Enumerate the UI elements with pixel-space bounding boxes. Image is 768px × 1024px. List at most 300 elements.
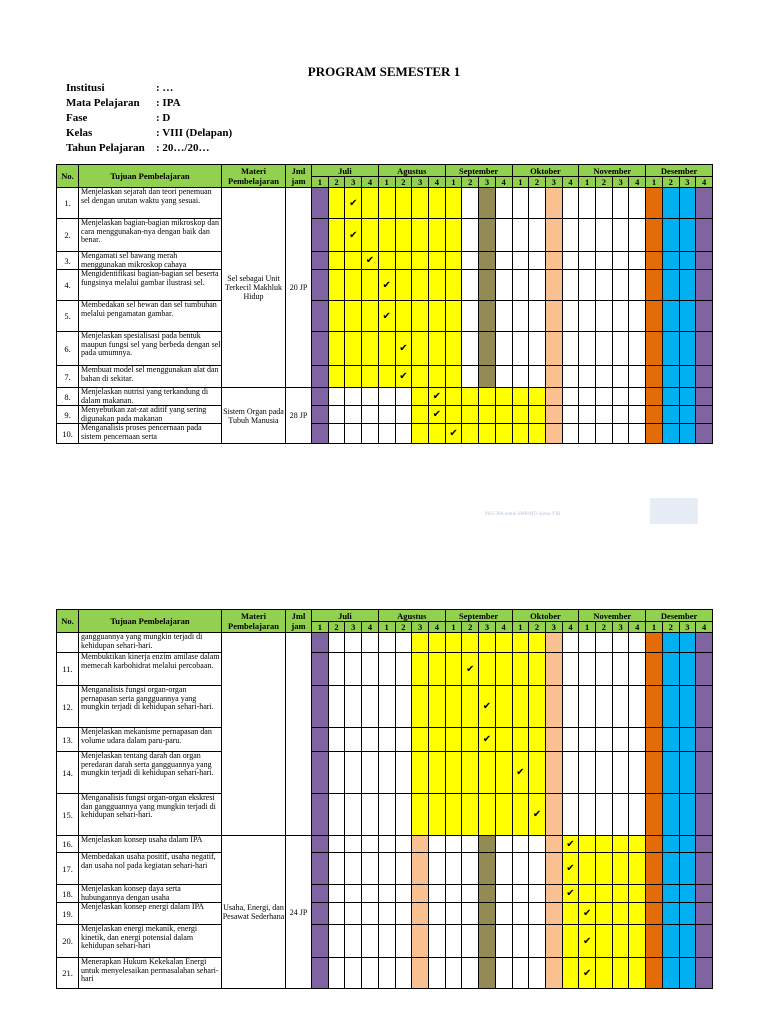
week-cell xyxy=(495,188,512,219)
week-cell xyxy=(378,958,395,989)
week-cell xyxy=(428,686,445,728)
info-value: : IPA xyxy=(156,97,181,109)
week-cell xyxy=(646,424,663,444)
week-cell xyxy=(445,728,462,752)
footer-text: PKG IPA untuk SMP/MTs Kelas VIII xyxy=(485,512,561,517)
week-cell xyxy=(679,853,696,885)
materi-pembelajaran xyxy=(222,633,286,836)
week-cell xyxy=(412,332,429,366)
table-row xyxy=(57,633,713,653)
week-header: 3 xyxy=(345,622,362,633)
week-cell xyxy=(479,270,496,301)
week-cell xyxy=(512,958,529,989)
week-cell xyxy=(646,406,663,424)
week-cell xyxy=(512,903,529,925)
table-row xyxy=(57,728,713,752)
week-cell xyxy=(428,885,445,903)
week-cell xyxy=(378,836,395,853)
week-check-mark: ✔ xyxy=(579,958,596,989)
week-cell xyxy=(562,925,579,958)
week-cell xyxy=(646,853,663,885)
week-cell xyxy=(479,903,496,925)
week-cell xyxy=(395,388,412,406)
week-cell xyxy=(562,903,579,925)
week-cell xyxy=(696,252,713,270)
week-cell xyxy=(328,853,345,885)
week-cell xyxy=(512,332,529,366)
week-cell xyxy=(428,752,445,794)
header-materi: Materi Pembelajaran xyxy=(222,610,286,633)
week-cell xyxy=(312,653,329,686)
week-cell xyxy=(562,388,579,406)
week-cell xyxy=(312,958,329,989)
week-cell xyxy=(328,752,345,794)
week-header: 2 xyxy=(395,622,412,633)
week-cell xyxy=(629,686,646,728)
week-cell xyxy=(345,424,362,444)
week-cell xyxy=(378,794,395,836)
tujuan-pembelajaran: Menjelaskan spesialisasi pada bentuk maupun fungsi sel yang berbeda dengan sel pada umumnya. xyxy=(79,332,222,366)
week-cell xyxy=(612,188,629,219)
week-cell xyxy=(428,366,445,388)
week-cell xyxy=(378,925,395,958)
table-row xyxy=(57,885,713,903)
week-cell xyxy=(479,925,496,958)
week-cell xyxy=(529,332,546,366)
table-row xyxy=(57,653,713,686)
week-cell xyxy=(479,188,496,219)
week-cell xyxy=(646,188,663,219)
row-number: 4. xyxy=(57,270,79,301)
week-cell xyxy=(479,406,496,424)
week-cell xyxy=(529,752,546,794)
week-cell xyxy=(428,332,445,366)
row-number: 10. xyxy=(57,424,79,444)
week-cell xyxy=(462,252,479,270)
week-cell xyxy=(428,958,445,989)
week-header: 3 xyxy=(612,622,629,633)
week-cell xyxy=(646,388,663,406)
week-cell xyxy=(596,406,613,424)
week-cell xyxy=(362,424,379,444)
week-cell xyxy=(529,301,546,332)
week-header: 2 xyxy=(596,622,613,633)
week-cell xyxy=(395,728,412,752)
week-header: 3 xyxy=(679,622,696,633)
info-value: : 20…/20… xyxy=(156,142,210,154)
table-row xyxy=(57,925,713,958)
week-cell xyxy=(629,903,646,925)
week-cell xyxy=(562,219,579,252)
week-cell xyxy=(596,836,613,853)
week-cell xyxy=(579,406,596,424)
week-cell xyxy=(378,252,395,270)
week-header: 3 xyxy=(479,622,496,633)
week-cell xyxy=(412,406,429,424)
week-header: 4 xyxy=(495,177,512,188)
week-cell xyxy=(479,388,496,406)
tujuan-pembelajaran: Mengamati sel bawang merah menggunakan mikroskop cahaya xyxy=(79,252,222,270)
week-cell xyxy=(662,366,679,388)
table-row xyxy=(57,958,713,989)
week-cell xyxy=(495,252,512,270)
week-cell xyxy=(612,252,629,270)
week-cell xyxy=(462,794,479,836)
week-cell xyxy=(462,366,479,388)
week-header: 3 xyxy=(479,177,496,188)
week-cell xyxy=(395,958,412,989)
week-cell xyxy=(412,794,429,836)
week-cell xyxy=(596,885,613,903)
week-cell xyxy=(495,270,512,301)
week-cell xyxy=(412,885,429,903)
week-header: 1 xyxy=(512,622,529,633)
week-cell xyxy=(646,752,663,794)
week-cell xyxy=(362,853,379,885)
week-cell xyxy=(646,903,663,925)
semester-table-1 xyxy=(56,164,713,444)
week-cell xyxy=(378,653,395,686)
week-header: 2 xyxy=(529,622,546,633)
week-cell xyxy=(312,752,329,794)
week-cell xyxy=(579,388,596,406)
week-check-mark: ✔ xyxy=(428,388,445,406)
week-header: 4 xyxy=(428,622,445,633)
week-cell xyxy=(445,958,462,989)
week-cell xyxy=(596,653,613,686)
week-cell xyxy=(428,219,445,252)
week-cell xyxy=(462,301,479,332)
week-cell xyxy=(495,388,512,406)
document-title: PROGRAM SEMESTER 1 xyxy=(307,64,461,79)
tujuan-pembelajaran: Membuktikan kinerja enzim amilase dalam memecah karbohidrat melalui percobaan. xyxy=(79,653,222,686)
week-header: 3 xyxy=(412,622,429,633)
table-row xyxy=(57,388,713,406)
week-cell xyxy=(512,424,529,444)
week-cell xyxy=(579,836,596,853)
row-number: 5. xyxy=(57,301,79,332)
info-row xyxy=(66,126,232,141)
week-cell xyxy=(562,633,579,653)
tujuan-pembelajaran: Menjelaskan sejarah dan teori penemuan sel dengan urutan waktu yang sesuai. xyxy=(79,188,222,219)
week-cell xyxy=(696,188,713,219)
week-cell xyxy=(562,653,579,686)
week-cell xyxy=(462,752,479,794)
week-cell xyxy=(445,633,462,653)
week-cell xyxy=(562,188,579,219)
week-cell xyxy=(662,252,679,270)
week-cell xyxy=(529,728,546,752)
week-cell xyxy=(512,686,529,728)
week-cell xyxy=(378,633,395,653)
week-header: 4 xyxy=(696,622,713,633)
week-cell xyxy=(345,925,362,958)
week-cell xyxy=(412,925,429,958)
week-cell xyxy=(479,366,496,388)
tujuan-pembelajaran: Menjelaskan nutrisi yang terkandung di dalam makanan. xyxy=(79,388,222,406)
week-cell xyxy=(662,332,679,366)
week-cell xyxy=(395,903,412,925)
week-cell xyxy=(412,728,429,752)
week-cell xyxy=(445,270,462,301)
week-cell xyxy=(529,686,546,728)
week-check-mark: ✔ xyxy=(395,366,412,388)
table-row xyxy=(57,406,713,424)
week-cell xyxy=(579,424,596,444)
week-header: 4 xyxy=(562,177,579,188)
week-cell xyxy=(412,903,429,925)
week-cell xyxy=(462,853,479,885)
info-row xyxy=(66,96,232,111)
week-cell xyxy=(545,388,562,406)
week-cell xyxy=(562,406,579,424)
week-cell xyxy=(612,633,629,653)
week-cell xyxy=(646,301,663,332)
week-cell xyxy=(629,270,646,301)
week-cell xyxy=(662,958,679,989)
table-row xyxy=(57,188,713,219)
week-header: 2 xyxy=(395,177,412,188)
week-cell xyxy=(679,366,696,388)
week-header: 4 xyxy=(562,622,579,633)
week-cell xyxy=(646,958,663,989)
week-cell xyxy=(596,728,613,752)
week-header: 2 xyxy=(328,622,345,633)
week-cell xyxy=(579,728,596,752)
week-cell xyxy=(345,794,362,836)
week-cell xyxy=(545,885,562,903)
week-cell xyxy=(428,728,445,752)
week-cell xyxy=(345,301,362,332)
week-cell xyxy=(312,903,329,925)
tujuan-pembelajaran: Menganalisis fungsi organ-organ pernapasan serta gangguannya yang mungkin terjadi di kehidupan sehari-hari. xyxy=(79,686,222,728)
tujuan-pembelajaran: Menerapkan Hukum Kekekalan Energi untuk menyelesaikan permasalahan sehari-hari xyxy=(79,958,222,989)
week-cell xyxy=(612,752,629,794)
week-cell xyxy=(646,794,663,836)
week-cell xyxy=(646,219,663,252)
week-cell xyxy=(696,366,713,388)
tujuan-pembelajaran: Menjelaskan tentang darah dan organ peredaran darah serta gangguannya yang mungkin terjadi di kehidupan sehari-hari. xyxy=(79,752,222,794)
week-cell xyxy=(562,252,579,270)
week-cell xyxy=(412,836,429,853)
week-cell xyxy=(679,885,696,903)
week-cell xyxy=(462,836,479,853)
week-cell xyxy=(662,270,679,301)
week-header: 1 xyxy=(445,622,462,633)
week-cell xyxy=(612,406,629,424)
week-cell xyxy=(445,366,462,388)
week-cell xyxy=(428,424,445,444)
week-cell xyxy=(312,270,329,301)
row-number: 7. xyxy=(57,366,79,388)
week-cell xyxy=(646,252,663,270)
tujuan-pembelajaran: Membedakan usaha positif, usaha negatif, dan usaha nol pada kegiatan sehari-hari xyxy=(79,853,222,885)
week-cell xyxy=(378,219,395,252)
week-cell xyxy=(428,836,445,853)
week-cell xyxy=(612,332,629,366)
week-cell xyxy=(395,836,412,853)
week-header: 1 xyxy=(378,622,395,633)
week-cell xyxy=(562,366,579,388)
week-cell xyxy=(312,424,329,444)
week-cell xyxy=(412,424,429,444)
week-cell xyxy=(629,958,646,989)
header-jml: Jml jam xyxy=(286,165,312,188)
week-cell xyxy=(328,925,345,958)
week-cell xyxy=(662,836,679,853)
week-cell xyxy=(529,853,546,885)
week-cell xyxy=(646,332,663,366)
week-cell xyxy=(596,903,613,925)
week-cell xyxy=(529,219,546,252)
week-cell xyxy=(428,853,445,885)
week-cell xyxy=(462,270,479,301)
week-cell xyxy=(428,794,445,836)
week-cell xyxy=(378,885,395,903)
week-cell xyxy=(462,728,479,752)
identity-block xyxy=(66,81,232,156)
week-cell xyxy=(662,853,679,885)
week-cell xyxy=(529,188,546,219)
week-cell xyxy=(629,188,646,219)
week-header: 2 xyxy=(662,177,679,188)
row-number: 14. xyxy=(57,752,79,794)
week-cell xyxy=(412,686,429,728)
week-cell xyxy=(378,752,395,794)
week-cell xyxy=(529,633,546,653)
tujuan-pembelajaran: gangguannya yang mungkin terjadi di kehidupan sehari-hari. xyxy=(79,633,222,653)
week-cell xyxy=(412,633,429,653)
week-check-mark: ✔ xyxy=(428,406,445,424)
month-header: September xyxy=(445,610,512,622)
week-check-mark: ✔ xyxy=(462,653,479,686)
week-cell xyxy=(612,794,629,836)
week-cell xyxy=(479,633,496,653)
week-check-mark: ✔ xyxy=(345,188,362,219)
row-number: 3. xyxy=(57,252,79,270)
week-cell xyxy=(479,219,496,252)
info-value: : … xyxy=(156,82,174,94)
week-cell xyxy=(495,903,512,925)
week-cell xyxy=(428,301,445,332)
week-cell xyxy=(512,301,529,332)
week-cell xyxy=(529,653,546,686)
week-cell xyxy=(512,219,529,252)
week-cell xyxy=(328,653,345,686)
table-row xyxy=(57,424,713,444)
week-cell xyxy=(328,270,345,301)
week-cell xyxy=(362,388,379,406)
week-cell xyxy=(629,424,646,444)
week-cell xyxy=(378,853,395,885)
week-cell xyxy=(596,388,613,406)
week-cell xyxy=(378,686,395,728)
week-cell xyxy=(395,219,412,252)
tujuan-pembelajaran: Menjelaskan energi mekanik, energi kinetik, dan energi potensial dalam kehidupan sehari-hari xyxy=(79,925,222,958)
header-no: No. xyxy=(57,610,79,633)
week-header: 1 xyxy=(579,622,596,633)
week-cell xyxy=(479,836,496,853)
week-cell xyxy=(312,219,329,252)
week-cell xyxy=(545,332,562,366)
week-cell xyxy=(629,388,646,406)
row-number: 1. xyxy=(57,188,79,219)
week-cell xyxy=(545,728,562,752)
week-header: 4 xyxy=(629,177,646,188)
week-cell xyxy=(579,653,596,686)
week-cell xyxy=(312,885,329,903)
week-cell xyxy=(629,752,646,794)
table-row xyxy=(57,686,713,728)
week-cell xyxy=(395,270,412,301)
semester-table-2 xyxy=(56,609,713,989)
tujuan-pembelajaran: Membuat model sel menggunakan alat dan bahan di sekitar. xyxy=(79,366,222,388)
week-cell xyxy=(545,686,562,728)
week-cell xyxy=(629,728,646,752)
week-cell xyxy=(345,752,362,794)
week-cell xyxy=(662,653,679,686)
week-cell xyxy=(479,424,496,444)
week-cell xyxy=(562,332,579,366)
jumlah-jam: 20 JP xyxy=(286,188,312,388)
week-cell xyxy=(512,388,529,406)
week-cell xyxy=(545,653,562,686)
week-cell xyxy=(512,794,529,836)
week-header: 3 xyxy=(679,177,696,188)
week-cell xyxy=(345,270,362,301)
week-cell xyxy=(696,633,713,653)
row-number: 17. xyxy=(57,853,79,885)
week-cell xyxy=(596,332,613,366)
week-cell xyxy=(679,925,696,958)
week-cell xyxy=(545,366,562,388)
week-cell xyxy=(312,332,329,366)
week-cell xyxy=(629,794,646,836)
week-cell xyxy=(696,853,713,885)
header-materi: Materi Pembelajaran xyxy=(222,165,286,188)
week-cell xyxy=(529,366,546,388)
week-cell xyxy=(545,752,562,794)
week-cell xyxy=(529,388,546,406)
week-cell xyxy=(395,252,412,270)
row-number: 11. xyxy=(57,653,79,686)
week-cell xyxy=(479,794,496,836)
week-cell xyxy=(696,836,713,853)
week-cell xyxy=(579,270,596,301)
week-cell xyxy=(679,794,696,836)
week-header: 4 xyxy=(362,622,379,633)
week-cell xyxy=(545,424,562,444)
week-cell xyxy=(679,388,696,406)
week-cell xyxy=(312,252,329,270)
week-cell xyxy=(479,885,496,903)
week-cell xyxy=(562,424,579,444)
week-cell xyxy=(679,219,696,252)
row-number: 2. xyxy=(57,219,79,252)
tujuan-pembelajaran: Menjelaskan konsep daya serta hubungannya dengan usaha xyxy=(79,885,222,903)
week-cell xyxy=(362,728,379,752)
week-cell xyxy=(646,885,663,903)
week-cell xyxy=(545,836,562,853)
month-header: Desember xyxy=(646,165,713,177)
week-cell xyxy=(378,388,395,406)
week-header: 2 xyxy=(462,622,479,633)
week-cell xyxy=(345,406,362,424)
table-row xyxy=(57,903,713,925)
month-header: Desember xyxy=(646,610,713,622)
week-cell xyxy=(395,406,412,424)
week-cell xyxy=(545,406,562,424)
